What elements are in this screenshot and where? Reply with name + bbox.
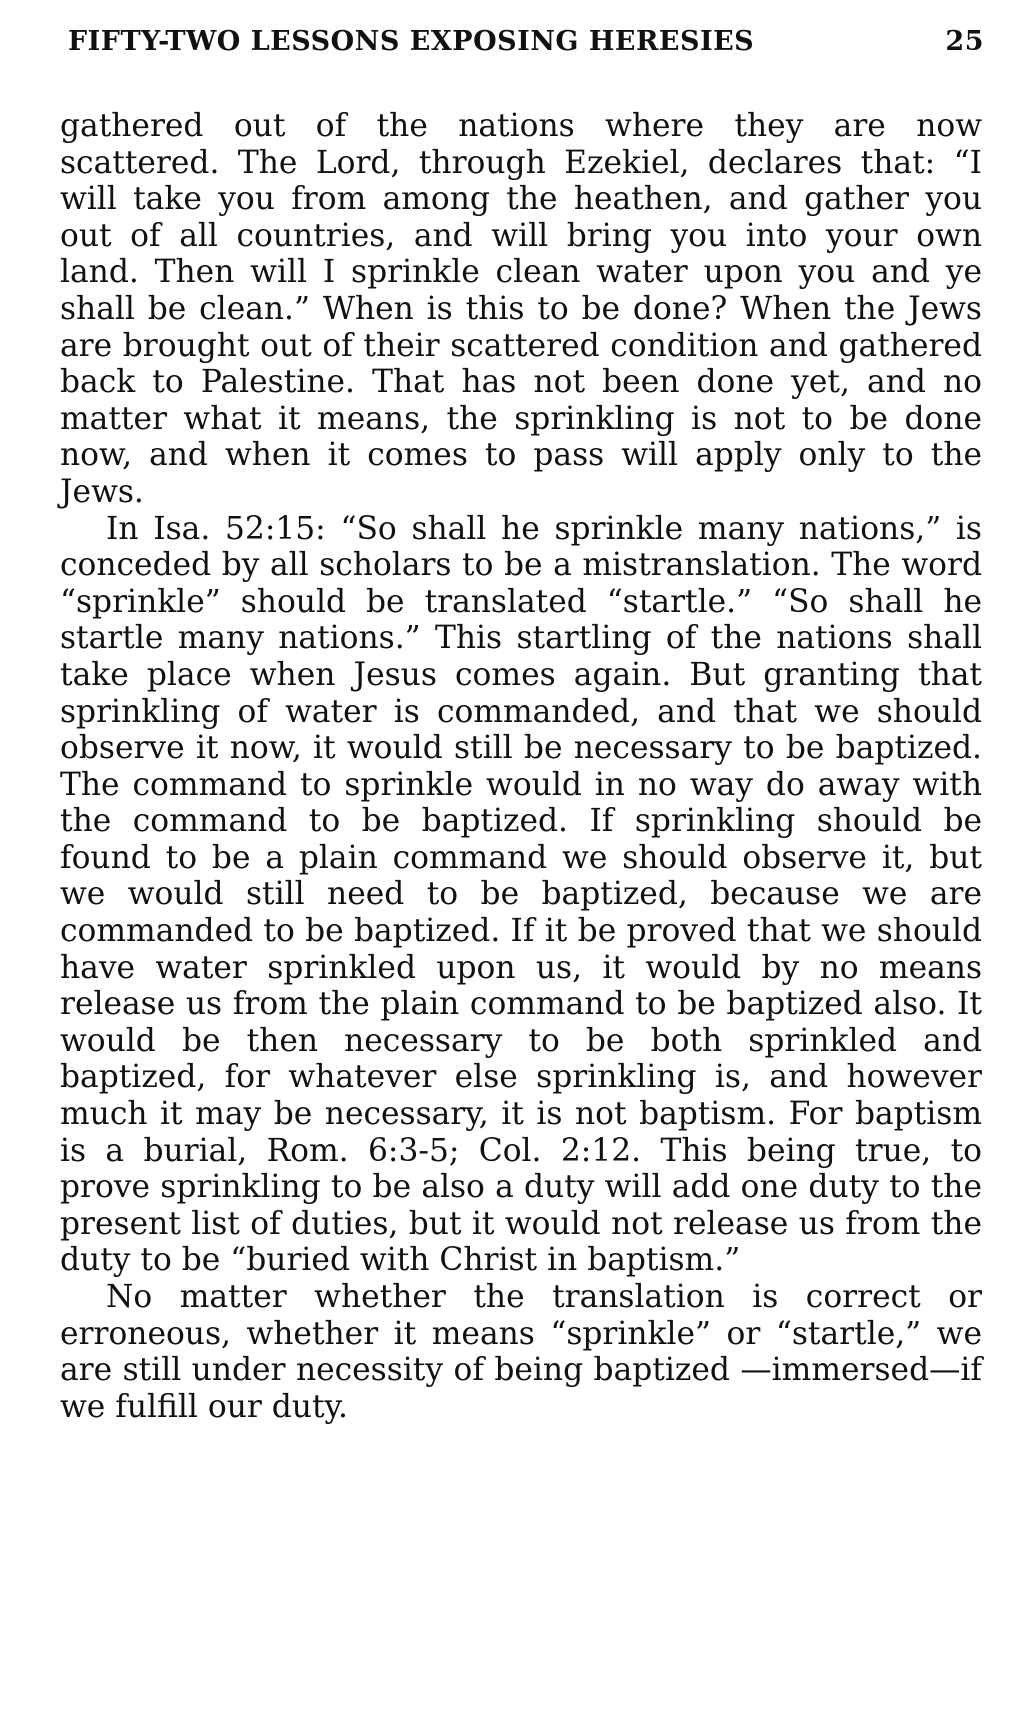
running-title: FIFTY-TWO LESSONS EXPOSING HERESIES [68,26,755,57]
paragraph-2: In Isa. 52:15: “So shall he sprinkle many nations,” is conceded by all scholars to be a mistranslation. The word “sprinkle” should be translated “startle.” “So shall he startle many nations.” This startling of the nations shall take place when Jesus comes again. But granting that sprinkling of water is commanded, and that we should observe it now, it would still be necessary to be baptized. The command to sprinkle would in no way do away with the command to be baptized. If sprinkling should be found to be a plain command we should observe it, but we would still need to be baptized, because we are commanded to be baptized. If it be proved that we should have water sprinkled upon us, it would by no means release us from the plain command to be baptized also. It would be then necessary to be both sprinkled and baptized, for whatever else sprinkling is, and however much it may be necessary, it is not baptism. For baptism is a burial, Rom. 6:3-5; Col. 2:12. This being true, to prove sprinkling to be also a duty will add one duty to the present list of duties, but it would not release us from the duty to be “buried with Christ in baptism.” [60,510,982,1279]
paragraph-1: gathered out of the nations where they are now scattered. The Lord, through Ezekiel, declares that: “I will take you from among the heathen, and gather you out of all countries, and will bring you into your own land. Then will I sprinkle clean water upon you and ye shall be clean.” When is this to be done? When the Jews are brought out of their scattered condition and gathered back to Palestine. That has not been done yet, and no matter what it means, the sprinkling is not to be done now, and when it comes to pass will apply only to the Jews. [60,108,982,510]
running-header [68,26,984,66]
page-number: 25 [945,26,984,57]
paragraph-3: No matter whether the translation is correct or erroneous, whether it means “sprinkle” or “startle,” we are still under necessity of being baptized —immersed—if we fulfill our duty. [60,1279,982,1425]
body-text [60,108,982,1425]
